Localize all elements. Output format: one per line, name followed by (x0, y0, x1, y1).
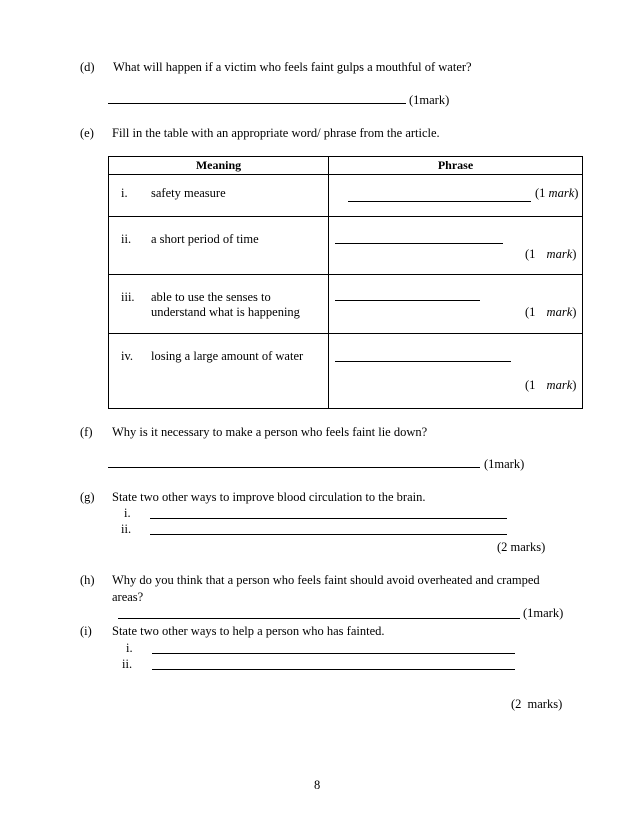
question-d-label: (d) (80, 60, 95, 74)
meaning-text: understand what is happening (151, 305, 300, 320)
answer-line-d[interactable] (108, 103, 406, 104)
meaning-text: a short period of time (151, 231, 259, 246)
phrase-cell (329, 275, 583, 334)
meaning-text: safety measure (151, 186, 226, 201)
phrase-cell (329, 216, 583, 275)
answer-line-f[interactable] (108, 467, 480, 468)
question-g-item-number: i. (124, 506, 131, 520)
table-header-phrase: Phrase (329, 157, 583, 175)
question-f-text: Why is it necessary to make a person who feels faint lie down? (112, 425, 428, 439)
mark-label: (1 mark) (525, 246, 577, 261)
table-header-row (109, 157, 583, 175)
answer-line-e-i[interactable] (348, 201, 531, 202)
meaning-cell (109, 175, 329, 216)
phrase-cell (329, 334, 583, 409)
table-row (109, 275, 583, 334)
answer-line-i-ii[interactable] (152, 669, 515, 670)
question-f-label: (f) (80, 425, 93, 439)
question-d-text: What will happen if a victim who feels faint gulps a mouthful of water? (113, 60, 472, 74)
meaning-text: able to use the senses to (151, 290, 271, 305)
row-number: iv. (121, 349, 134, 364)
question-g-mark: (2 marks) (497, 540, 546, 554)
question-e-text: Fill in the table with an appropriate word/ phrase from the article. (112, 126, 440, 140)
question-i-text: State two other ways to help a person who has fainted. (112, 624, 385, 638)
table-row (109, 175, 583, 216)
answer-line-h[interactable] (118, 618, 520, 619)
answer-line-g-i[interactable] (150, 518, 507, 519)
page-number: 8 (314, 778, 321, 792)
question-g-label: (g) (80, 490, 95, 504)
meaning-cell (109, 334, 329, 409)
answer-line-e-iii[interactable] (335, 300, 480, 301)
question-f-mark: (1mark) (484, 457, 525, 471)
question-i-item-number: i. (126, 641, 133, 655)
question-h-text-line2: areas? (112, 590, 144, 604)
question-i-label: (i) (80, 624, 92, 638)
meaning-cell (109, 216, 329, 275)
table-header-meaning: Meaning (109, 157, 329, 175)
row-number: i. (121, 186, 128, 201)
answer-line-g-ii[interactable] (150, 534, 507, 535)
mark-label: (1 mark) (525, 378, 577, 393)
row-number: ii. (121, 231, 132, 246)
question-d-mark: (1mark) (409, 93, 450, 107)
question-i-mark: (2 marks) (511, 697, 563, 711)
question-e-label: (e) (80, 126, 94, 140)
row-number: iii. (121, 290, 135, 305)
vocabulary-table (108, 156, 583, 409)
mark-label: (1 mark) (525, 305, 577, 320)
question-i-item-number: ii. (122, 657, 133, 671)
table-row (109, 334, 583, 409)
answer-line-e-ii[interactable] (335, 243, 503, 244)
phrase-cell (329, 175, 583, 216)
table-row (109, 216, 583, 275)
meaning-cell (109, 275, 329, 334)
question-h-mark: (1mark) (523, 606, 564, 620)
meaning-text: losing a large amount of water (151, 349, 304, 364)
answer-line-i-i[interactable] (152, 653, 515, 654)
question-h-text-line1: Why do you think that a person who feels faint should avoid overheated and cramped (112, 573, 540, 587)
mark-label: (1 mark) (535, 186, 579, 201)
answer-line-e-iv[interactable] (335, 361, 511, 362)
question-g-text: State two other ways to improve blood circulation to the brain. (112, 490, 426, 504)
question-h-label: (h) (80, 573, 95, 587)
question-g-item-number: ii. (121, 522, 132, 536)
